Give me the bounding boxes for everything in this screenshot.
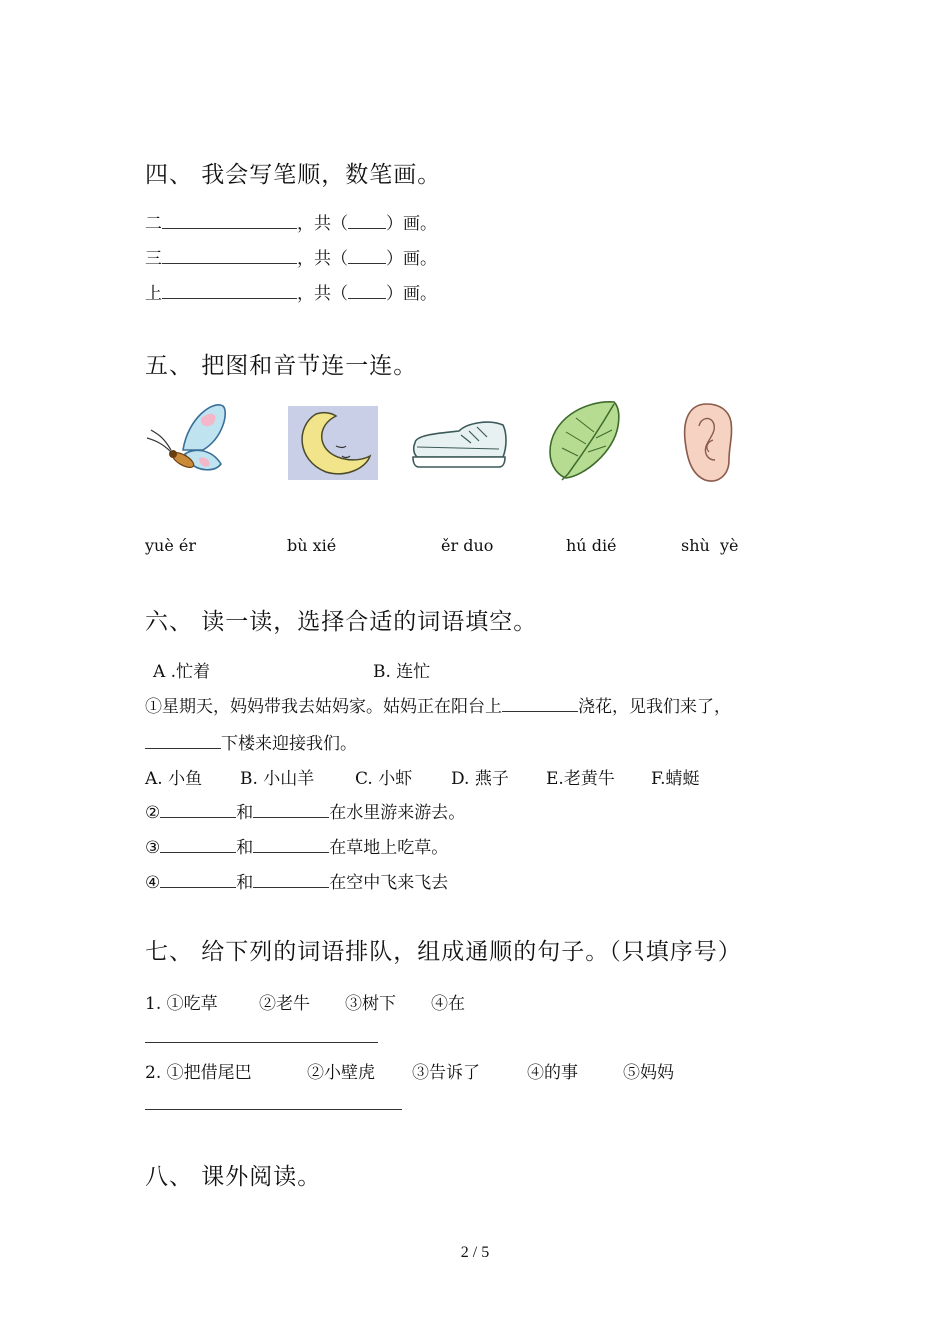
order-item-2-word-1: 2. ①把借尾巴: [145, 1063, 252, 1083]
order-item-2-word-4: ④的事: [527, 1063, 578, 1083]
moon-picture[interactable]: [286, 400, 380, 484]
stroke-blank[interactable]: [162, 249, 297, 264]
stroke-char: 二: [145, 214, 162, 234]
stroke-row-1: 二 ，共（ ）画。: [145, 214, 437, 234]
animal-option-a: A. 小鱼: [145, 769, 203, 789]
option-a: A .忙着: [153, 662, 211, 682]
section-7-title: 七、 给下列的词语排队，组成通顺的句子。（只填序号）: [145, 939, 742, 965]
pinyin-1[interactable]: yuè ér: [145, 536, 197, 555]
order-item-1-word-4: ④在: [431, 994, 465, 1014]
fill-blank[interactable]: [160, 803, 236, 818]
count-blank[interactable]: [348, 284, 386, 299]
page-number: 2 / 5: [460, 1244, 490, 1261]
fill-blank[interactable]: [160, 838, 236, 853]
butterfly-picture[interactable]: [143, 398, 235, 484]
fill-blank[interactable]: [502, 697, 578, 712]
question-4: ④ 和 在空中飞来飞去: [145, 873, 449, 893]
animal-option-f: F.蜻蜓: [651, 769, 700, 789]
fill-blank[interactable]: [145, 734, 221, 749]
section-5-title: 五、 把图和音节连一连。: [145, 353, 418, 379]
count-blank[interactable]: [348, 249, 386, 264]
order-item-1-word-3: ③树下: [345, 994, 396, 1014]
animal-option-b: B. 小山羊: [240, 769, 315, 789]
count-blank[interactable]: [348, 214, 386, 229]
order-item-1-word-1: 1. ①吃草: [145, 994, 218, 1014]
animal-option-c: C. 小虾: [355, 769, 413, 789]
stroke-blank[interactable]: [162, 284, 297, 299]
stroke-blank[interactable]: [162, 214, 297, 229]
order-item-2-word-5: ⑤妈妈: [623, 1063, 674, 1083]
fill-blank[interactable]: [253, 838, 329, 853]
section-8-title: 八、 课外阅读。: [145, 1164, 322, 1190]
option-b: B. 连忙: [373, 662, 431, 682]
order-item-2-word-3: ③告诉了: [412, 1063, 480, 1083]
question-1-line-2: 下楼来迎接我们。: [145, 729, 357, 754]
shoe-picture[interactable]: [409, 413, 509, 473]
section-4-title: 四、 我会写笔顺，数笔画。: [145, 162, 442, 188]
pinyin-4[interactable]: hú dié: [566, 536, 617, 555]
stroke-row-3: 上 ，共（ ）画。: [145, 284, 437, 304]
question-1-line-1: ①星期天，妈妈带我去姑妈家。姑妈正在阳台上 浇花，见我们来了，: [145, 697, 731, 717]
pinyin-2[interactable]: bù xié: [287, 536, 337, 555]
fill-blank[interactable]: [253, 803, 329, 818]
answer-line-1[interactable]: [145, 1042, 378, 1043]
animal-option-e: E.老黄牛: [546, 769, 615, 789]
pinyin-3[interactable]: ěr duo: [441, 536, 494, 555]
order-item-1-word-2: ②老牛: [259, 994, 310, 1014]
stroke-char: 上: [145, 284, 162, 304]
stroke-row-2: 三 ，共（ ）画。: [145, 249, 437, 269]
question-2: ② 和 在水里游来游去。: [145, 803, 466, 823]
question-3: ③ 和 在草地上吃草。: [145, 838, 449, 858]
answer-line-2[interactable]: [145, 1109, 402, 1110]
leaf-picture[interactable]: [544, 396, 622, 484]
fill-blank[interactable]: [253, 873, 329, 888]
pinyin-5[interactable]: shù yè: [681, 536, 739, 555]
stroke-char: 三: [145, 249, 162, 269]
ear-picture[interactable]: [677, 400, 737, 484]
fill-blank[interactable]: [160, 873, 236, 888]
section-6-title: 六、 读一读，选择合适的词语填空。: [145, 609, 538, 635]
order-item-2-word-2: ②小壁虎: [307, 1063, 375, 1083]
animal-option-d: D. 燕子: [451, 769, 509, 789]
